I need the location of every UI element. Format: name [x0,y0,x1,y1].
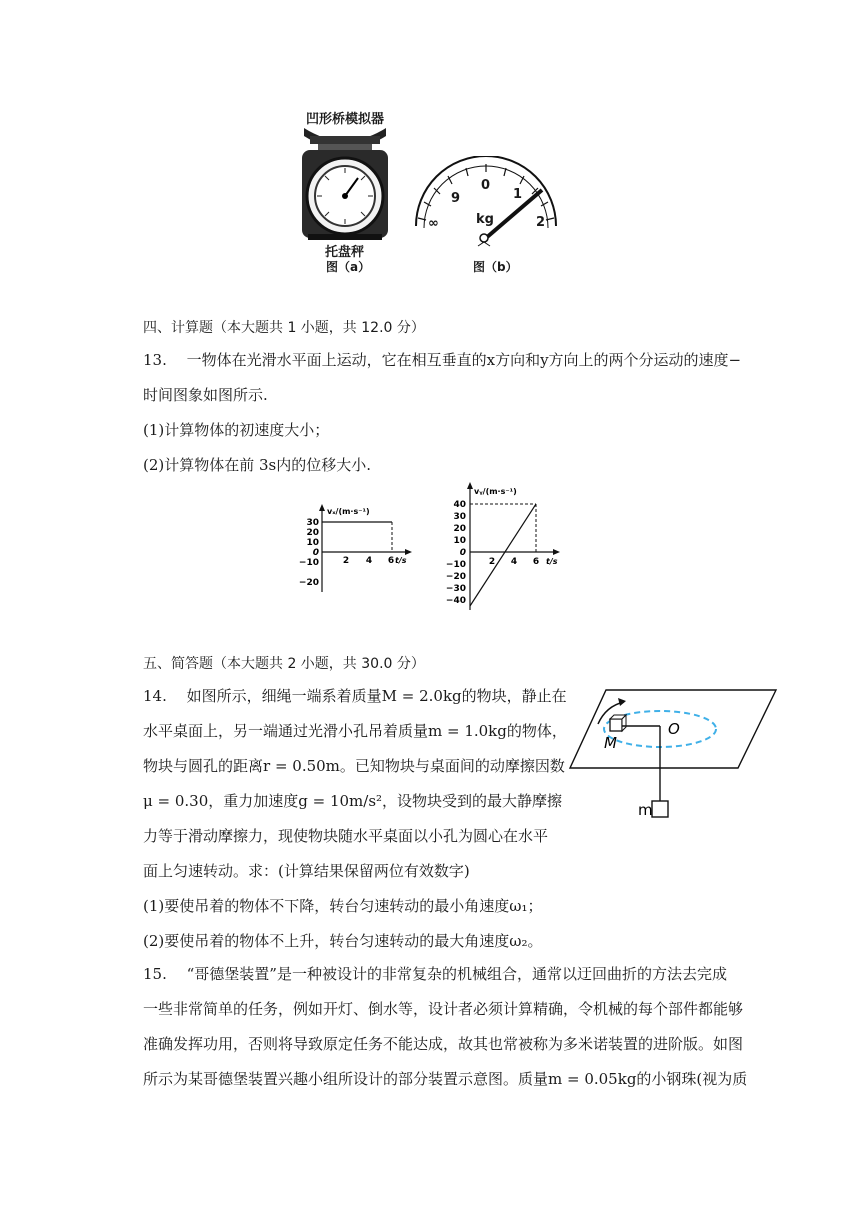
q14-line4: μ = 0.30，重力加速度g = 10m/s²，设物块受到的最大静摩擦 [143,792,563,810]
section5-heading: 五、简答题（本大题共 2 小题，共 30.0 分） [143,656,425,672]
vy-graph [430,480,570,615]
vy-ytick: −40 [445,596,466,606]
label-m: m [638,801,653,819]
caption-a: 图（a） [326,260,371,274]
scale-bottom-label: 托盘秤 [325,245,365,260]
scale-title: 凹形桥模拟器 [306,112,385,127]
table-hole-figure [566,684,786,824]
caption-b: 图（b） [473,260,518,274]
vy-ylabel: vᵧ/(m·s⁻¹) [474,487,517,496]
vy-xtick: 2 [488,557,496,567]
vx-ylabel: vₓ/(m·s⁻¹) [327,507,370,516]
vy-xtick: 6 [532,557,540,567]
q13-line2: 时间图象如图所示. [143,386,268,404]
vx-ytick: 20 [306,528,319,538]
q14-line8: (2)要使吊着的物体不上升，转台匀速转动的最大角速度ω₂。 [143,932,543,950]
dial-label-9: 9 [451,191,461,206]
q15-line4: 所示为某哥德堡装置兴趣小组所设计的部分装置示意图。质量m = 0.05kg的小钢珠(视为质 [143,1070,748,1088]
q15-line2: 一些非常简单的任务，例如开灯、倒水等，设计者必须计算精确，令机械的每个部件都能够 [143,1000,744,1018]
vy-xtick: 4 [510,557,518,567]
vx-xtick: 2 [342,556,350,566]
dial-label-infinity: ∞ [428,216,439,231]
vy-ytick: 0 [459,548,466,558]
vy-ytick: −10 [445,560,466,570]
q13-line4: (2)计算物体在前 3s内的位移大小. [143,456,372,474]
hanging-mass-m [652,801,668,817]
scale-device-image [290,124,400,242]
q15-line1: 15. “哥德堡装置”是一种被设计的非常复杂的机械组合，通常以迂回曲折的方法去完成 [143,965,727,983]
vx-ytick: 0 [312,548,319,558]
q14-line2: 水平桌面上，另一端通过光滑小孔吊着质量m = 1.0kg的物体， [143,722,567,740]
vy-ytick: 30 [453,512,466,522]
vx-xtick: 6 [387,556,395,566]
vy-ytick: 40 [453,500,466,510]
q15-line3: 准确发挥功用，否则将导致原定任务不能达成，故其也常被称为多米诺装置的进阶版。如图 [143,1035,744,1053]
vx-ytick: 10 [306,538,319,548]
vx-ytick: −10 [298,558,319,568]
vx-ytick: −20 [298,578,319,588]
q14-line6: 面上匀速转动。求：(计算结果保留两位有效数字) [143,862,470,880]
label-O: O [668,720,680,738]
dial-label-0: 0 [481,178,491,193]
vy-ytick: 20 [453,524,466,534]
label-M: M [604,734,617,752]
vx-xtick: 4 [365,556,373,566]
q14-line5: 力等于滑动摩擦力，现使物块随水平桌面以小孔为圆心在水平 [143,827,549,845]
q13-line1: 13. 一物体在光滑水平面上运动，它在相互垂直的x方向和y方向上的两个分运动的速度− [143,351,742,369]
vx-graph [294,500,424,600]
q14-line3: 物块与圆孔的距离r = 0.50m。已知物块与桌面间的动摩擦因数 [143,757,565,775]
section4-heading: 四、计算题（本大题共 1 小题，共 12.0 分） [143,320,425,336]
q13-line3: (1)计算物体的初速度大小； [143,421,330,439]
dial-unit: kg [476,212,494,227]
vy-ytick: −30 [445,584,466,594]
vy-xlabel: t/s [546,557,558,566]
vy-line [470,504,536,606]
vx-ytick: 30 [306,518,319,528]
dial-label-1: 1 [513,187,523,202]
dial-label-2: 2 [536,215,546,230]
q14-line7: (1)要使吊着的物体不下降，转台匀速转动的最小角速度ω₁； [143,897,543,915]
vx-xlabel: t/s [395,556,407,565]
vy-ytick: 10 [453,536,466,546]
vy-ytick: −20 [445,572,466,582]
q14-line1: 14. 如图所示，细绳一端系着质量M = 2.0kg的物块，静止在 [143,687,567,705]
block-M [610,719,622,731]
dial-gauge [404,156,564,252]
